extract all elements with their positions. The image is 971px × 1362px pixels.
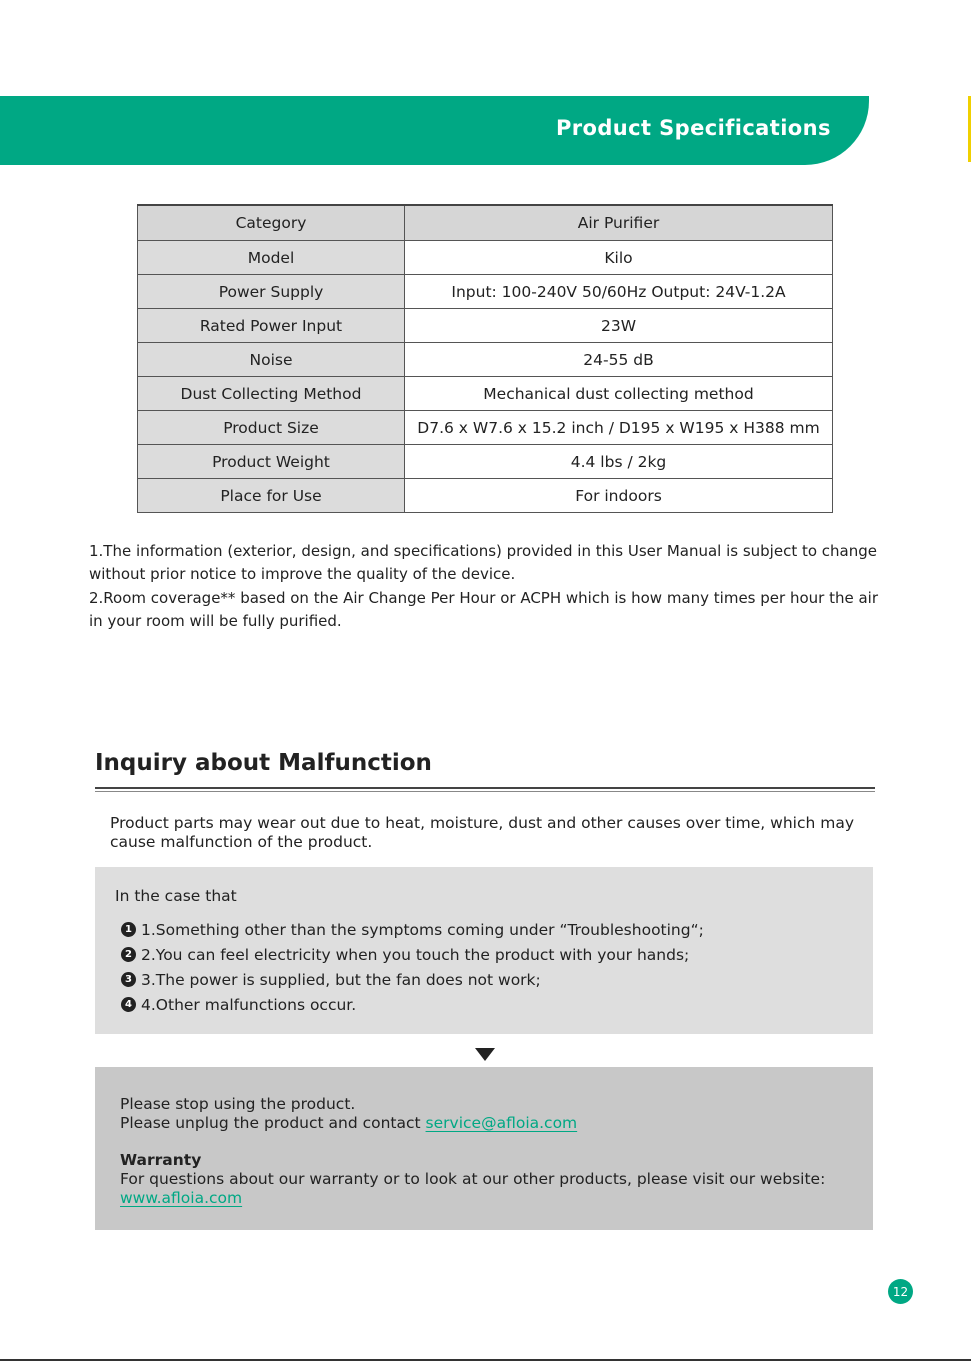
spec-row-power-supply	[138, 275, 833, 309]
spec-value: For indoors	[405, 479, 833, 513]
spec-value: D7.6 x W7.6 x 15.2 inch / D195 x W195 x H388 mm	[405, 411, 833, 445]
case-box	[95, 867, 873, 1034]
case-item	[121, 992, 704, 1017]
spec-table-header	[138, 205, 833, 241]
email-link[interactable]: service@afloia.com	[425, 1114, 578, 1132]
stop-using-text: Please stop using the product.	[120, 1095, 356, 1113]
spec-value: Mechanical dust collecting method	[405, 377, 833, 411]
spec-value: Kilo	[405, 241, 833, 275]
case-item	[121, 942, 704, 967]
spec-notes	[89, 540, 879, 633]
spec-label: Rated Power Input	[138, 309, 405, 343]
spec-row-model	[138, 241, 833, 275]
page-title: Product Specifications	[556, 116, 831, 140]
spec-label: Dust Collecting Method	[138, 377, 405, 411]
spec-header-product: Air Purifier	[405, 205, 833, 241]
spec-label: Noise	[138, 343, 405, 377]
spec-value: 23W	[405, 309, 833, 343]
bottom-rule	[0, 1359, 971, 1361]
section-title: Inquiry about Malfunction	[95, 750, 432, 776]
case-title: In the case that	[115, 887, 237, 905]
case-text: 3.The power is supplied, but the fan does not work;	[141, 970, 541, 989]
number-4-icon: 4	[121, 997, 136, 1012]
spec-value: Input: 100-240V 50/60Hz Output: 24V-1.2A	[405, 275, 833, 309]
spec-label: Model	[138, 241, 405, 275]
section-divider-thin	[95, 791, 875, 792]
spec-label: Product Weight	[138, 445, 405, 479]
spec-label: Place for Use	[138, 479, 405, 513]
spec-value: 4.4 lbs / 2kg	[405, 445, 833, 479]
spec-row-noise	[138, 343, 833, 377]
note-item: 2.Room coverage** based on the Air Change Per Hour or ACPH which is how many times per hour the air in your room will be fully purified.	[89, 588, 878, 630]
case-list	[121, 917, 704, 1017]
spec-row-product-weight	[138, 445, 833, 479]
spec-label: Product Size	[138, 411, 405, 445]
spec-row-rated-power	[138, 309, 833, 343]
spec-row-place-for-use	[138, 479, 833, 513]
down-triangle-icon	[475, 1048, 495, 1061]
warranty-title: Warranty	[120, 1151, 202, 1169]
number-1-icon: 1	[121, 922, 136, 937]
contact-line	[120, 1114, 577, 1133]
spec-table	[137, 204, 833, 513]
spec-value: 24-55 dB	[405, 343, 833, 377]
spec-row-product-size	[138, 411, 833, 445]
warranty-text: For questions about our warranty or to look at our other products, please visit our website:	[120, 1170, 826, 1188]
malfunction-intro: Product parts may wear out due to heat, moisture, dust and other causes over time, which may cause malfunction of the product.	[110, 814, 854, 851]
website-line	[120, 1189, 242, 1208]
note-item: 1.The information (exterior, design, and specifications) provided in this User Manual is subject to change without prior notice to improve the quality of the device.	[89, 542, 878, 584]
website-link[interactable]: www.afloia.com	[120, 1189, 243, 1207]
case-text: 4.Other malfunctions occur.	[141, 995, 357, 1014]
section-divider	[95, 787, 875, 789]
case-item	[121, 967, 704, 992]
spec-label: Power Supply	[138, 275, 405, 309]
number-3-icon: 3	[121, 972, 136, 987]
page-number-badge: 12	[888, 1279, 913, 1304]
contact-text: Please unplug the product and contact	[120, 1114, 426, 1132]
number-2-icon: 2	[121, 947, 136, 962]
case-text: 2.You can feel electricity when you touch the product with your hands;	[141, 945, 690, 964]
case-item	[121, 917, 704, 942]
case-text: 1.Something other than the symptoms coming under “Troubleshooting“;	[141, 920, 704, 939]
spec-row-dust-method	[138, 377, 833, 411]
action-box	[95, 1067, 873, 1230]
spec-header-category: Category	[138, 205, 405, 241]
